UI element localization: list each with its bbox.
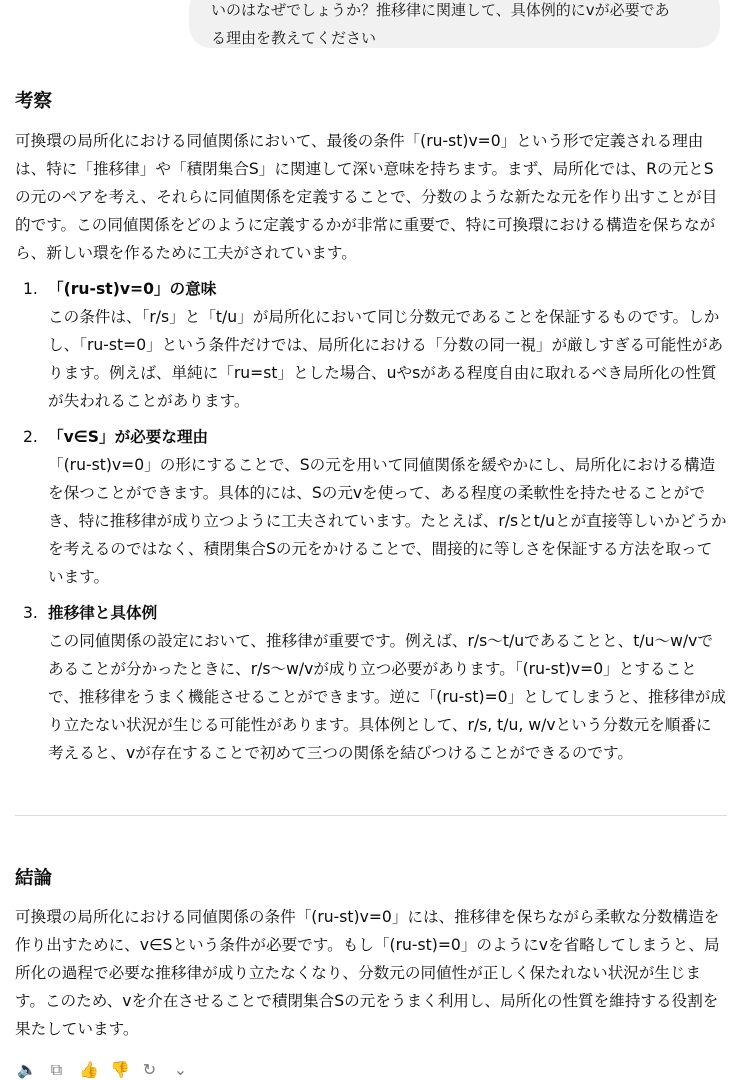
section-heading-consideration: 考察 <box>15 91 53 112</box>
read-aloud-icon[interactable]: 🔈 <box>17 1060 37 1079</box>
section-heading-conclusion: 結論 <box>15 868 53 889</box>
message-actions <box>17 1060 189 1080</box>
list-item-title: 推移律と具体例 <box>48 604 158 622</box>
list-number: 2. <box>23 428 38 446</box>
copy-icon[interactable]: ⧉ <box>50 1060 63 1079</box>
list-item-title: 「v∈S」が必要な理由 <box>48 428 209 446</box>
section-divider <box>15 815 727 816</box>
list-number: 1. <box>23 280 38 298</box>
list-item <box>15 275 727 415</box>
numbered-list <box>15 275 727 775</box>
list-item-text: この条件は、「r/s」と「t/u」が局所化において同じ分数元であることを保証するものです。しかし、「ru-st=0」という条件だけでは、局所化における「分数の同一視」が厳しすぎる可能性があります。例えば、単純に「ru=st」とした場合、uやsがある程度自由に取れるべき局所化の性質が失われることがあります。 <box>48 308 724 410</box>
user-message-line: る理由を教えてください <box>211 29 377 47</box>
more-icon[interactable]: ⌄ <box>173 1060 188 1079</box>
list-item-text: この同値関係の設定において、推移律が重要です。例えば、r/s〜t/uであることと、t/u〜w/vであることが分かったときに、r/s〜w/vが成り立つ必要があります。「(ru-st)v=0」とすることで、推移律をうまく機能させることができます。逆に「(ru-st)=0」としてしまうと、推移律が成り立たない状況が生じる可能性があります。具体例として、r/s, t/u, w/vという分数元を順番に考えると、vが存在することで初めて三つの関係を結びつけることができるのです。 <box>48 632 726 762</box>
list-item <box>15 423 727 591</box>
user-message-bubble <box>189 0 720 48</box>
conclusion-paragraph: 可換環の局所化における同値関係の条件「(ru-st)v=0」には、推移律を保ちながら柔軟な分数構造を作り出すために、v∈Sという条件が必要です。もし「(ru-st)=0」のようにvを省略してしまうと、局所化の過程で必要な推移律が成り立たなくなり、分数元の同値性が正しく保たれない状況が生じます。このため、vを介在させることで積閉集合Sの元をうまく利用し、局所化の性質を維持する役割を果たしています。 <box>15 908 720 1038</box>
thumbs-up-icon[interactable]: 👍 <box>79 1060 99 1079</box>
intro-paragraph: 可換環の局所化における同値関係において、最後の条件「(ru-st)v=0」という形で定義される理由は、特に「推移律」や「積閉集合S」に関連して深い意味を持ちます。まず、局所化では、Rの元とSの元のペアを考え、それらに同値関係を定義することで、分数のような新たな元を作り出すことが目的です。この同値関係をどのように定義するかが非常に重要で、特に可換環における構造を保ちながら、新しい環を作るために工夫がされています。 <box>15 132 718 262</box>
list-item <box>15 599 727 767</box>
list-item-text: 「(ru-st)v=0」の形にすることで、Sの元を用いて同値関係を緩やかにし、局所化における構造を保つことができます。具体的には、Sの元vを使って、ある程度の柔軟性を持たせることができ、特に推移律が成り立つように工夫されています。たとえば、r/sとt/uとが直接等しいかどうかを考えるのではなく、積閉集合Sの元をかけることで、間接的に等しさを保証する方法を取っています。 <box>48 456 727 586</box>
regenerate-icon[interactable]: ↻ <box>142 1060 157 1079</box>
thumbs-down-icon[interactable]: 👎 <box>110 1060 130 1079</box>
user-message-line: いのはなぜでしょうか？推移律に関連して、具体例的にvが必要であ <box>211 1 670 19</box>
list-item-title: 「(ru-st)v=0」の意味 <box>48 280 217 298</box>
list-number: 3. <box>23 604 38 622</box>
